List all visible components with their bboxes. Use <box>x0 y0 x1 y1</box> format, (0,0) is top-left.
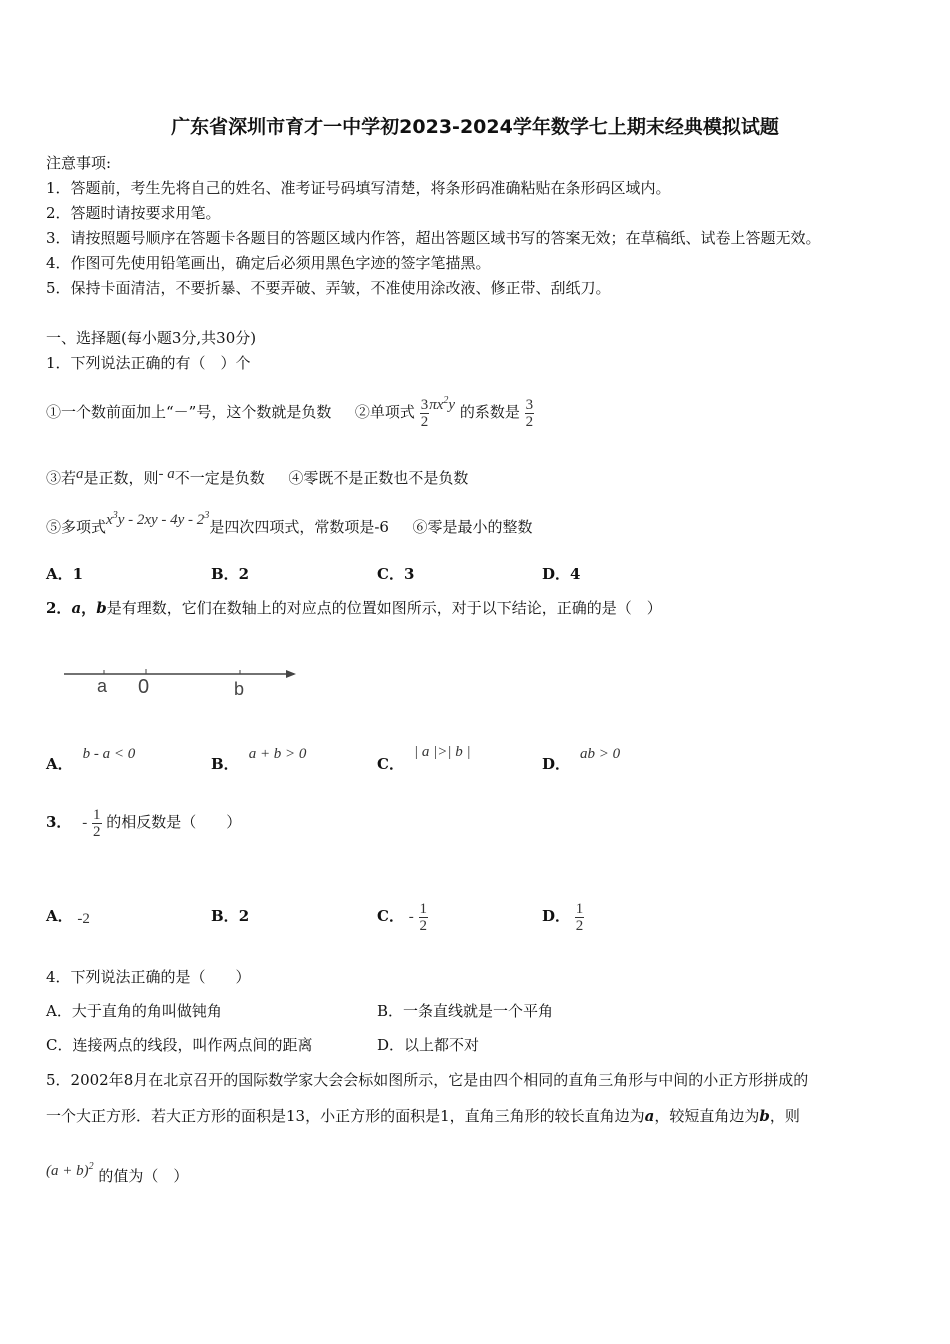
q5-text-b: ，较短直角边为 <box>654 1107 760 1125</box>
fraction-three-halves: $\frac{3}{2}$ <box>420 396 429 430</box>
q2-option-c-letter: C． <box>377 755 404 773</box>
q3-option-c[interactable] <box>377 894 428 938</box>
fraction-one-half: $\frac{1}{2}$ <box>93 806 101 840</box>
q2-option-a-expr: b - a < 0 <box>82 746 136 762</box>
q2-option-d[interactable] <box>542 742 620 772</box>
q1-option-b[interactable]: B．2 <box>211 565 250 583</box>
q1-statement-3-prefix: ③若 <box>46 469 77 487</box>
notice-item-5: 5．保持卡面清洁，不要折暴、不要弄破、弄皱，不准使用涂改液、修正带、刮纸刀。 <box>46 279 611 297</box>
q1-option-c[interactable]: C．3 <box>377 565 415 583</box>
q4-option-d[interactable]: D．以上都不对 <box>377 1036 480 1054</box>
q2-option-b[interactable] <box>211 742 306 772</box>
notice-item-2: 2．答题时请按要求用笔。 <box>46 204 221 222</box>
var-a: a <box>76 466 84 482</box>
section-heading: 一、选择题(每小题3分,共30分) <box>46 329 257 347</box>
notice-heading: 注意事项: <box>46 154 112 172</box>
q2-var-b: b <box>96 599 107 617</box>
q3-option-a[interactable] <box>46 894 90 938</box>
q1-row-2 <box>46 462 468 494</box>
q1-row-3 <box>46 506 533 542</box>
q5-var-b: b <box>759 1107 770 1125</box>
q2-separator: ， <box>81 599 97 617</box>
axis-label-b: b <box>234 679 245 699</box>
q3-option-c-minus: - <box>408 909 414 925</box>
q5-text-c: ，则 <box>769 1107 800 1125</box>
q3-option-c-fraction: $\frac{1}{2}$ <box>419 900 428 934</box>
q4-option-c[interactable]: C．连接两点的线段，叫作两点间的距离 <box>46 1036 313 1054</box>
q2-option-b-expr: a + b > 0 <box>248 746 307 762</box>
q1-statement-5-suffix: 是四次四项式，常数项是-6 <box>209 518 389 536</box>
q1-statement-5-prefix: ⑤多项式 <box>46 518 107 536</box>
q5-stem-line-2 <box>46 1105 800 1126</box>
q3-option-b[interactable] <box>211 894 249 938</box>
number-line-arrow <box>286 670 296 678</box>
q1-statement-1: ①一个数前面加上“－”号，这个数就是负数 <box>46 403 332 421</box>
q2-option-c-expr: | a |>| b | <box>413 744 471 760</box>
q5-stem-line-3 <box>46 1156 188 1190</box>
q2-option-a[interactable] <box>46 742 135 772</box>
notice-item-3: 3．请按照题号顺序在答题卡各题目的答题区域内作答，超出答题区域书写的答案无效；在草稿纸、试卷上答题无效。 <box>46 229 821 247</box>
expr-neg-a: - a <box>158 466 175 482</box>
q1-statement-2-prefix: ②单项式 <box>354 403 415 421</box>
q2-option-a-letter: A． <box>46 755 73 773</box>
page-title: 广东省深圳市育才一中学初2023-2024学年数学七上期末经典模拟试题 <box>171 116 779 138</box>
q1-row-1 <box>46 384 534 434</box>
q2-number: 2． <box>46 599 72 617</box>
q3-option-a-expr: -2 <box>77 911 90 927</box>
q3-stem <box>46 800 241 844</box>
q2-var-a: a <box>71 599 82 617</box>
q3-stem-text: 的相反数是（ ） <box>106 813 242 831</box>
q3-option-b-expr: 2 <box>238 907 250 925</box>
q5-text-tail: 的值为（ ） <box>98 1167 189 1185</box>
q2-option-d-expr: ab > 0 <box>580 746 621 762</box>
q3-option-a-letter: A． <box>46 907 73 925</box>
q2-option-c[interactable] <box>377 740 471 773</box>
q3-option-c-letter: C． <box>377 907 404 925</box>
q5-var-a: a <box>644 1107 655 1125</box>
monomial-expression: $\frac{3}{2}$ $\pi x^2y$ <box>420 395 456 430</box>
q5-expression: $(a + b)^2$ <box>46 1161 94 1179</box>
q3-option-d-letter: D． <box>542 907 571 925</box>
q2-option-d-letter: D． <box>542 755 571 773</box>
q1-statement-3-mid: 是正数，则 <box>83 469 159 487</box>
q1-option-a[interactable]: A．1 <box>46 565 84 583</box>
notice-item-1: 1．答题前，考生先将自己的姓名、准考证号码填写清楚，将条形码准确粘贴在条形码区域内。 <box>46 179 671 197</box>
q1-statement-6: ⑥零是最小的整数 <box>412 518 533 536</box>
q4-option-b[interactable]: B．一条直线就是一个平角 <box>377 1002 554 1020</box>
q3-number: 3． <box>46 813 72 831</box>
q3-option-d[interactable] <box>542 894 584 938</box>
q1-statement-2-suffix: 的系数是 <box>459 403 520 421</box>
q2-stem <box>46 597 662 618</box>
notice-item-4: 4．作图可先使用铅笔画出，确定后必须用黑色字迹的签字笔描黑。 <box>46 254 491 272</box>
q1-statement-4: ④零既不是正数也不是负数 <box>288 469 469 487</box>
q1-stem: 1．下列说法正确的有（ ）个 <box>46 354 251 372</box>
polynomial-expression: $x^3y - 2xy - 4y - 2^3$ <box>106 510 210 528</box>
q1-statement-3-suffix: 不一定是负数 <box>174 469 265 487</box>
q3-option-b-letter: B． <box>211 907 239 925</box>
q5-stem-line-1: 5．2002年8月在北京召开的国际数学家大会会标如图所示，它是由四个相同的直角三角形与中间的小正方形拼成的 <box>46 1071 809 1089</box>
q2-stem-text: 是有理数，它们在数轴上的对应点的位置如图所示，对于以下结论，正确的是（ ） <box>106 599 662 617</box>
q3-option-d-fraction: $\frac{1}{2}$ <box>575 900 584 934</box>
axis-label-zero: 0 <box>138 676 150 698</box>
q4-stem: 4．下列说法正确的是（ ） <box>46 968 251 986</box>
q3-minus-sign: - <box>82 815 88 831</box>
q1-option-d[interactable]: D．4 <box>542 565 581 583</box>
number-line-figure <box>60 660 310 704</box>
q5-text-a: 一个大正方形．若大正方形的面积是13，小正方形的面积是1，直角三角形的较长直角边为 <box>46 1107 645 1125</box>
axis-label-a: a <box>97 676 108 696</box>
fraction-three-halves-coefficient: $\frac{3}{2}$ <box>525 396 534 430</box>
q2-option-b-letter: B． <box>211 755 239 773</box>
q4-option-a[interactable]: A．大于直角的角叫做钝角 <box>46 1002 222 1020</box>
